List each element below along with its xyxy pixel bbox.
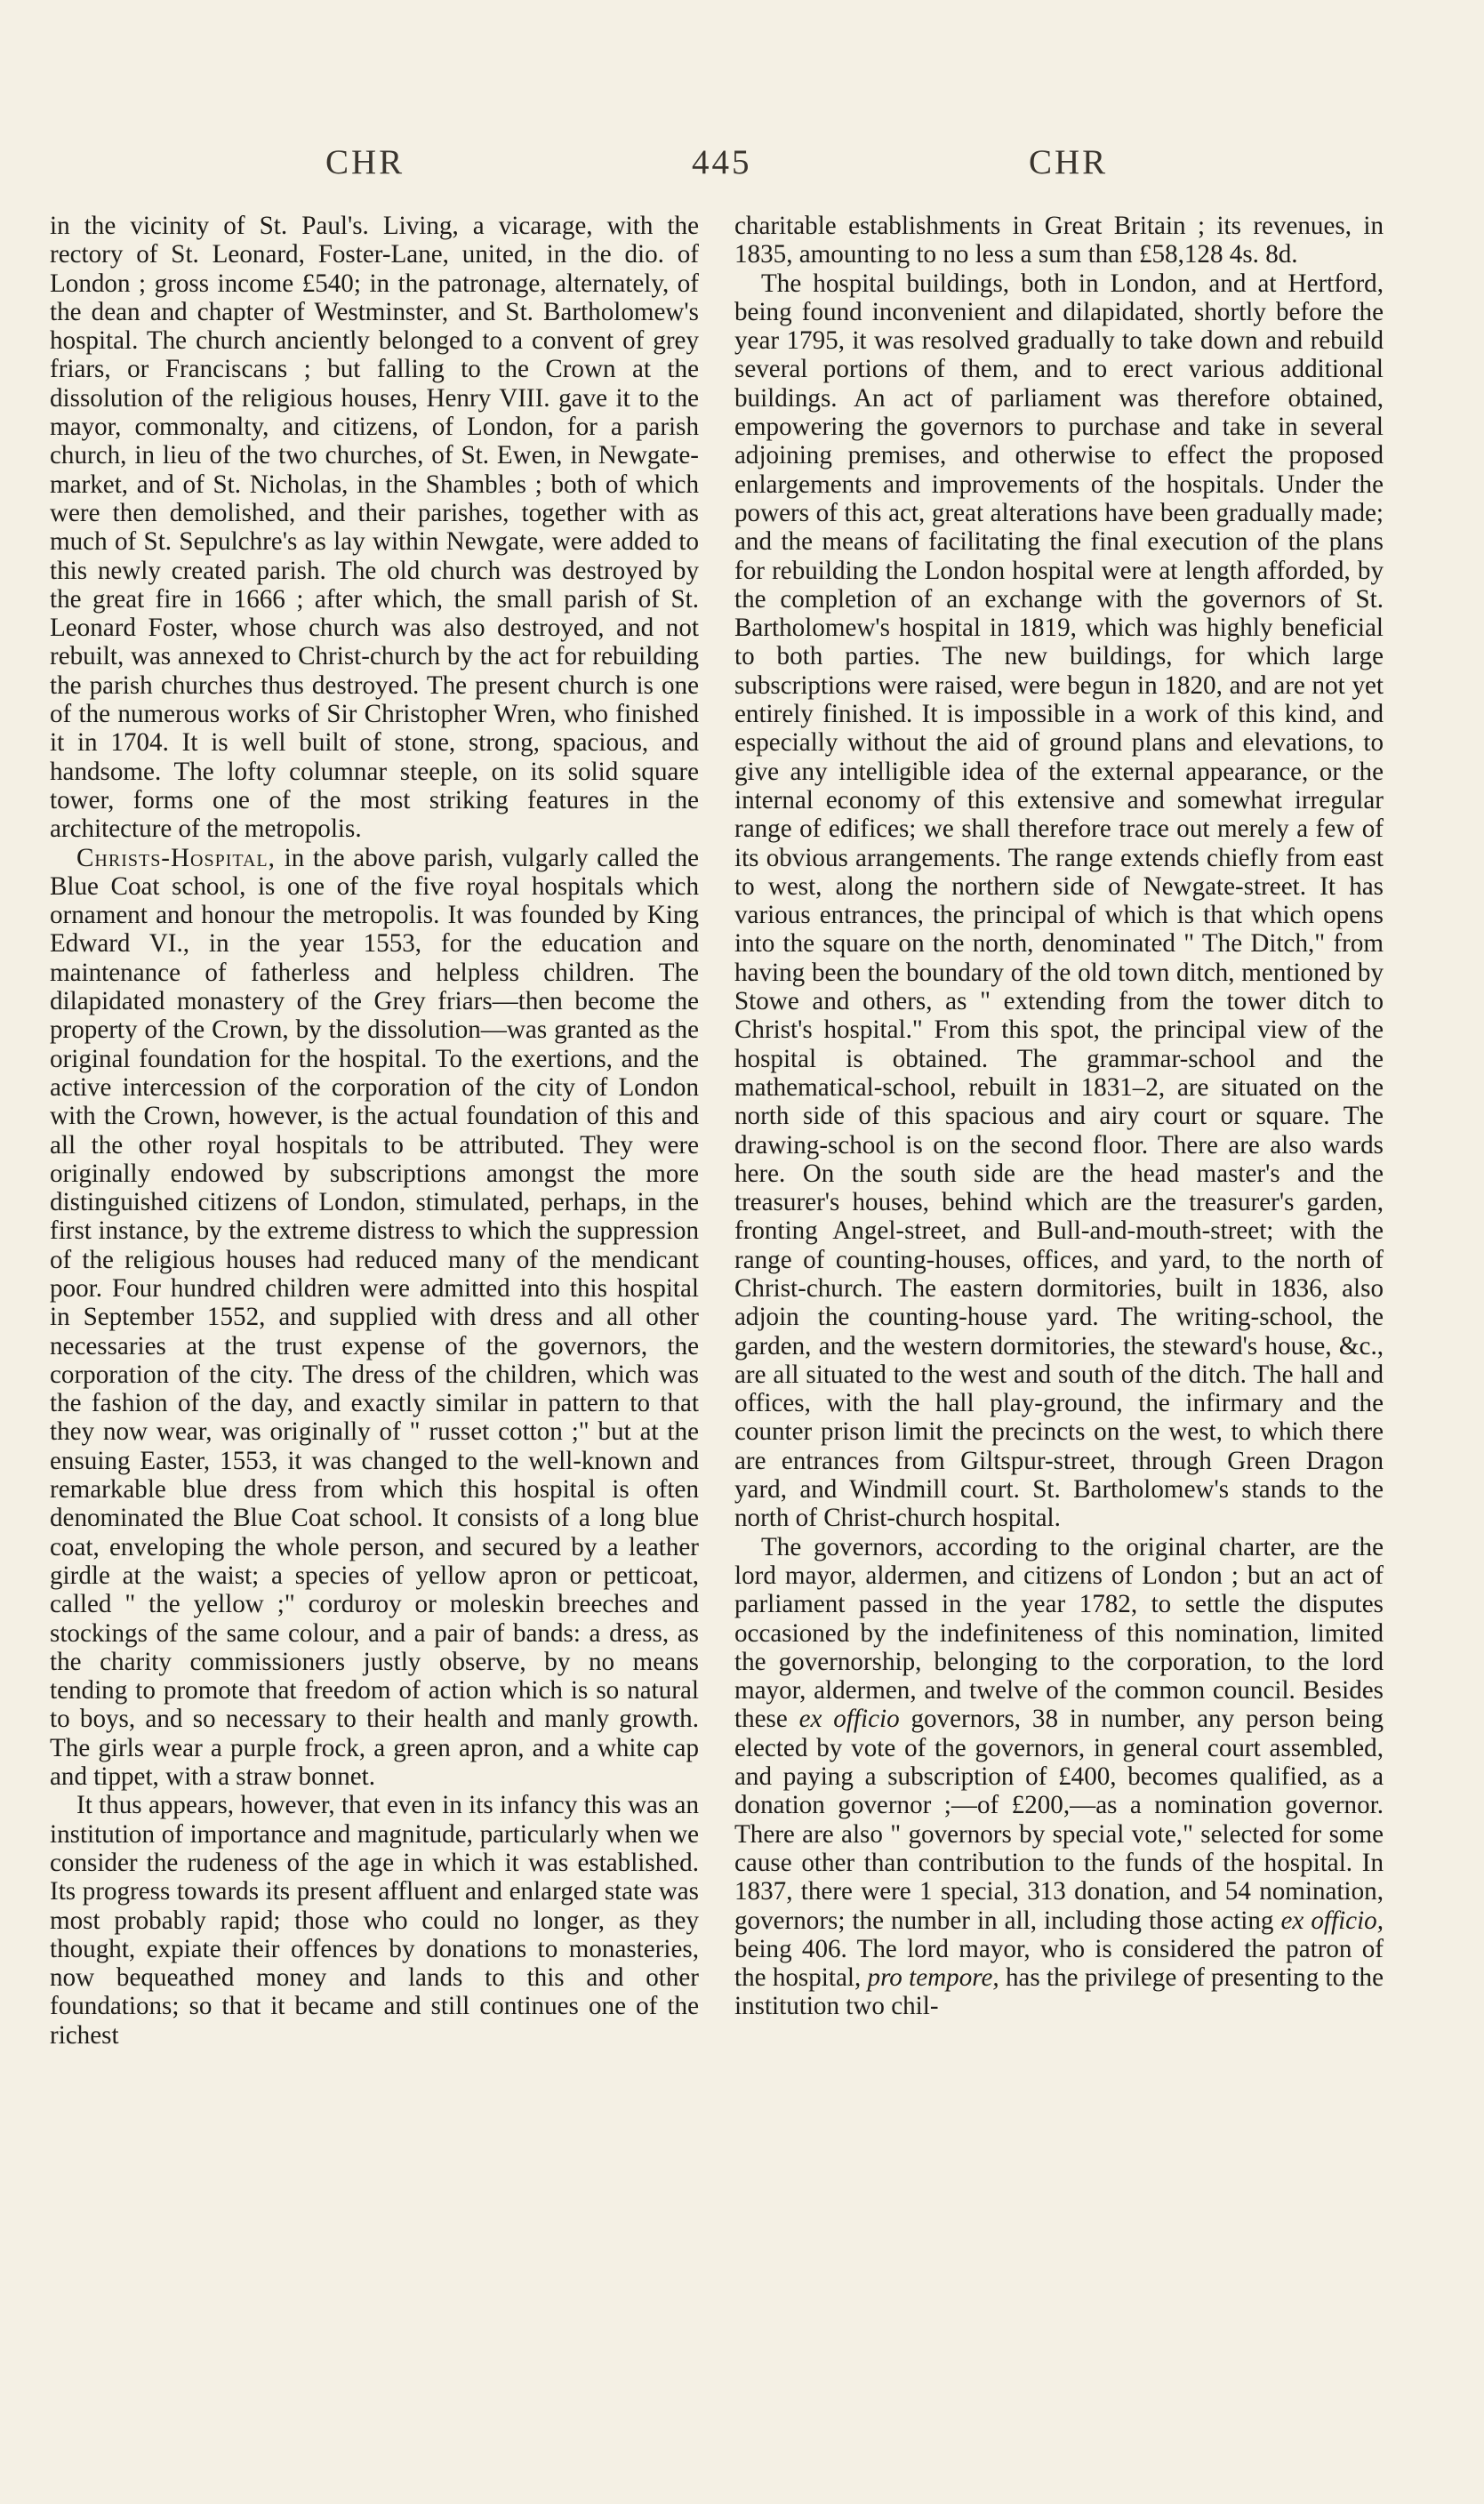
entry-heading: Christs-Hospital, <box>76 843 276 872</box>
paragraph-text: in the above parish, vulgarly called the Blue Coat school, is one of the five royal hospitals which ornament and honour the metropolis. It was founded by King Edward VI., in the year 1553, for the education and maintenance of fatherless and helpless children. The dilapidated monastery of the Grey friars—then become the property of the Crown, by the dissolution—was granted as the original foundation for the hospital. To the exertions, and the active intercession of the corporation of the city of London with the Crown, however, is the actual foundation of this and all the other royal hospitals to be attributed. They were originally endowed by subscriptions amongst the more distinguished citizens of London, stimulated, perhaps, in the first instance, by the extreme distress to which the suppression of the religious houses had reduced many of the mendicant poor. Four hundred children were admitted into this hospital in September 1552, and supplied with dress and all other necessaries at the trust expense of the governors, the corporation of the city. The dress of the children, which was the fashion of the day, and exactly similar in pattern to that they now wear, was originally of " russet cotton ;" but at the ensuing Easter, 1553, it was changed to the well-known and remarkable blue dress from which this hospital is often denominated the Blue Coat school. It consists of a long blue coat, enveloping the whole person, and secured by a leather girdle at the waist; a species of yellow apron or petticoat, called " the yellow ;" corduroy or moleskin breeches and stockings of the same colour, and a pair of bands: a dress, as the charity commissioners justly observe, by no means tending to promote that freedom of action which is so natural to boys, and so necessary to their health and manly growth. The girls wear a purple frock, a green apron, and a white cap and tippet, with a straw bonnet. <box>50 843 699 1792</box>
paragraph-text: governors, 38 in number, any person being elected by vote of the governors, in general court assembled, and paying a subscription of £400, becomes qualified, as a donation governor ;—of £200,—as a nomination governor. There are also " governors by special vote," selected for some cause other than contribution to the funds of the hospital. In 1837, there were 1 special, 313 donation, and 54 nomination, governors; the number in all, including those acting <box>734 1705 1384 1935</box>
italic-term: ex officio <box>798 1705 900 1734</box>
paragraph-governors <box>734 1533 1384 2021</box>
paragraph-continued: charitable establishments in Great Britain ; its revenues, in 1835, amounting to no less a sum than £58,128 4s. 8d. <box>734 212 1384 269</box>
running-header <box>0 142 1484 187</box>
page-number: 445 <box>692 143 752 181</box>
italic-term: pro tempore, <box>867 1963 999 1993</box>
left-column <box>50 212 699 2050</box>
italic-term: ex officio, <box>1280 1906 1384 1935</box>
paragraph-buildings: The hospital buildings, both in London, and at Hertford, being found inconvenient and dilapidated, shortly before the year 1795, it was resolved gradually to take down and rebuild several portions of them, and to erect various additional buildings. An act of parliament was therefore obtained, empowering the governors to purchase and take in several adjoining premises, and otherwise to effect the proposed enlargements and improvements of the hospitals. Under the powers of this act, great alterations have been gradually made; and the means of facilitating the final execution of the plans for rebuilding the London hospital were at length afforded, by the completion of an exchange with the governors of St. Bartholomew's hospital in 1819, which was highly beneficial to both parties. The new buildings, for which large subscriptions were raised, were begun in 1820, and are not yet entirely finished. It is impossible in a work of this kind, and especially without the aid of ground plans and elevations, to give any intelligible idea of the external appearance, or the internal economy of this extensive and somewhat irregular range of edifices; we shall therefore trace out merely a few of its obvious arrangements. The range extends chiefly from east to west, along the northern side of Newgate-street. It has various entrances, the principal of which is that which opens into the square on the north, denominated " The Ditch," from having been the boundary of the old town ditch, mentioned by Stowe and others, as " extending from the tower ditch to Christ's hospital." From this spot, the principal view of the hospital is obtained. The grammar-school and the mathematical-school, rebuilt in 1831–2, are situated on the north side of this spacious and airy court or square. The drawing-school is on the second floor. There are also wards here. On the south side are the head master's and the treasurer's houses, behind which are the treasurer's garden, fronting Angel-street, and Bull-and-mouth-street; with the range of counting-houses, offices, and yard, to the north of Christ-church. The eastern dormitories, built in 1836, also adjoin the counting-house yard. The writing-school, the garden, and the western dormitories, the steward's house, &c., are all situated to the west and south of the ditch. The hall and offices, with the hall play-ground, the infirmary and the counter prison limit the precincts on the west, to which there are entrances from Giltspur-street, through Green Dragon yard, and Windmill court. St. Bartholomew's stands to the north of Christ-church hospital. <box>734 269 1384 1533</box>
header-right-keyword: CHR <box>1029 143 1109 181</box>
paragraph-christs-hospital <box>50 844 699 1792</box>
paragraph-text: The governors, according to the original charter, are the lord mayor, aldermen, and citizens of London ; but an act of parliament passed in the year 1782, to settle the disputes occasioned by the indefiniteness of this nomination, limited the governorship, belonging to the corporation, to the lord mayor, aldermen, and twelve of the common council. Besides these <box>734 1532 1384 1734</box>
header-left-keyword: CHR <box>325 143 405 181</box>
paragraph-continued: in the vicinity of St. Paul's. Living, a vicarage, with the rectory of St. Leonard, Foster-Lane, united, in the dio. of London ; gross income £540; in the patronage, alternately, of the dean and chapter of Westminster, and St. Bartholomew's hospital. The church anciently belonged to a convent of grey friars, or Franciscans ; but falling to the Crown at the dissolution of the religious houses, Henry VIII. gave it to the mayor, commonalty, and citizens, of London, for a parish church, in lieu of the two churches, of St. Ewen, in Newgate-market, and of St. Nicholas, in the Shambles ; both of which were then demolished, and their parishes, together with as much of St. Sepulchre's as lay within Newgate, were added to this newly created parish. The old church was destroyed by the great fire in 1666 ; after which, the small parish of St. Leonard Foster, whose church was also destroyed, and not rebuilt, was annexed to Christ-church by the act for rebuilding the parish churches thus destroyed. The present church is one of the numerous works of Sir Christopher Wren, who finished it in 1704. It is well built of stone, strong, spacious, and handsome. The lofty columnar steeple, on its solid square tower, forms one of the most striking features in the architecture of the metropolis. <box>50 212 699 844</box>
paragraph-text: being 406. The lord mayor, who is considered the patron of the hospital, <box>734 1934 1384 1993</box>
right-column <box>734 212 1384 2021</box>
paragraph-text: has the privilege of presenting to the institution two chil- <box>734 1963 1384 2021</box>
paragraph-infancy: It thus appears, however, that even in its infancy this was an institution of importance and magnitude, particularly when we consider the rudeness of the age in which it was established. Its progress towards its present affluent and enlarged state was most probably rapid; those who could no longer, as they thought, expiate their offences by donations to monasteries, now bequeathed money and lands to this and other foundations; so that it became and still continues one of the richest <box>50 1791 699 2050</box>
